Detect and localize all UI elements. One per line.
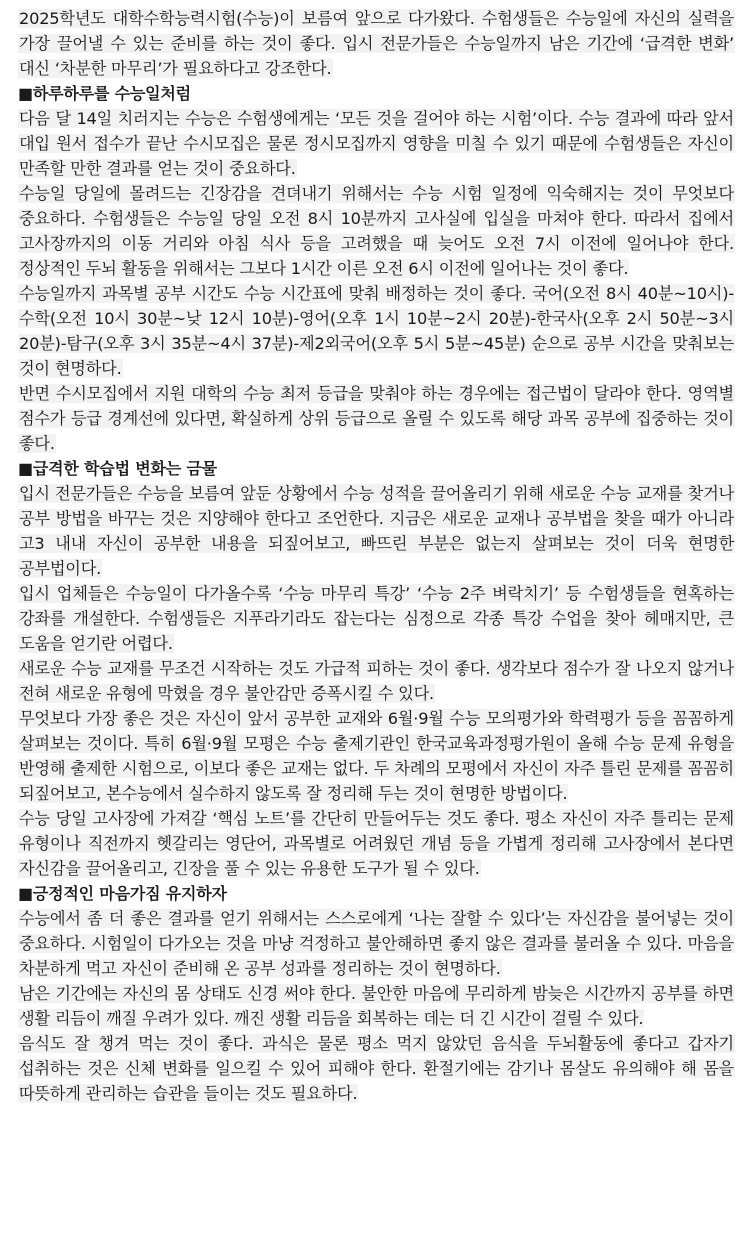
paragraph: 새로운 수능 교재를 무조건 시작하는 것도 가급적 피하는 것이 좋다. 생각보다 점수가 잘 나오지 않거나 전혀 새로운 유형에 막혔을 경우 불안감만 증폭시킬 수 있다. (19, 659, 734, 703)
paragraph: 수능일까지 과목별 공부 시간도 수능 시간표에 맞춰 배정하는 것이 좋다. 국어(오전 8시 40분~10시)-수학(오전 10시 30분~낮 12시 10분)-영어(오후 1시 10분~2시 20분)-한국사(오후 2시 50분~3시 20분)-탐구(오후 3시 35분~4시 37분)-제2외국어(오후 5시 5분~45분) 순으로 공부 시간을 맞춰보는 것이 현명하다. (19, 284, 734, 378)
paragraph: 수능 당일 고사장에 가져갈 ‘핵심 노트’를 간단히 만들어두는 것도 좋다. 평소 자신이 자주 틀리는 문제 유형이나 직전까지 헷갈리는 영단어, 과목별로 어려웠던 개념 등을 가볍게 정리해 고사장에서 본다면 자신감을 끌어올리고, 긴장을 풀 수 있는 유용한 도구가 될 수 있다. (19, 809, 734, 878)
paragraph: 다음 달 14일 치러지는 수능은 수험생에게는 ‘모든 것을 걸어야 하는 시험’이다. 수능 결과에 따라 앞서 대입 원서 접수가 끝난 수시모집은 물론 정시모집까지 영향을 미칠 수 있기 때문에 수험생들은 자신이 만족할 만한 결과를 얻는 것이 중요하다. (19, 109, 734, 178)
paragraph: 수능에서 좀 더 좋은 결과를 얻기 위해서는 스스로에게 ‘나는 잘할 수 있다’는 자신감을 불어넣는 것이 중요하다. 시험일이 다가오는 것을 마냥 걱정하고 불안해하면 좋지 않은 결과를 불러올 수 있다. 마음을 차분하게 먹고 자신이 준비해 온 공부 성과를 정리하는 것이 현명하다. (19, 909, 734, 978)
paragraph: 수능일 당일에 몰려드는 긴장감을 견뎌내기 위해서는 수능 시험 일정에 익숙해지는 것이 무엇보다 중요하다. 수험생들은 수능일 당일 오전 8시 10분까지 고사실에 입실을 마쳐야 한다. 따라서 집에서 고사장까지의 이동 거리와 아침 식사 등을 고려했을 때 늦어도 오전 7시 이전에 일어나야 한다. 정상적인 두뇌 활동을 위해서는 그보다 1시간 이른 오전 6시 이전에 일어나는 것이 좋다. (19, 184, 734, 278)
intro-paragraph: 2025학년도 대학수학능력시험(수능)이 보름여 앞으로 다가왔다. 수험생들은 수능일에 자신의 실력을 가장 끌어낼 수 있는 준비를 하는 것이 좋다. 입시 전문가들은 수능일까지 남은 기간에 ‘급격한 변화’ 대신 ‘차분한 마무리’가 필요하다고 강조한다. (19, 9, 734, 78)
paragraph: 입시 업체들은 수능일이 다가올수록 ‘수능 마무리 특강’ ‘수능 2주 벼락치기’ 등 수험생들을 현혹하는 강좌를 개설한다. 수험생들은 지푸라기라도 잡는다는 심정으로 각종 특강 수업을 찾아 헤매지만, 큰 도움을 얻기란 어렵다. (19, 584, 734, 653)
paragraph: 입시 전문가들은 수능을 보름여 앞둔 상황에서 수능 성적을 끌어올리기 위해 새로운 수능 교재를 찾거나 공부 방법을 바꾸는 것은 지양해야 한다고 조언한다. 지금은 새로운 교재나 공부법을 찾을 때가 아니라 고3 내내 자신이 공부한 내용을 되짚어보고, 빠뜨린 부분은 없는지 살펴보는 것이 더욱 현명한 공부법이다. (19, 484, 734, 578)
paragraph: 반면 수시모집에서 지원 대학의 수능 최저 등급을 맞춰야 하는 경우에는 접근법이 달라야 한다. 영역별 점수가 등급 경계선에 있다면, 확실하게 상위 등급으로 올릴 수 있도록 해당 과목 공부에 집중하는 것이 좋다. (19, 384, 734, 453)
section-heading-study-method: ■급격한 학습법 변화는 금물 (18, 456, 735, 481)
section-heading-daily-routine: ■하루하루를 수능일처럼 (18, 81, 735, 106)
paragraph: 남은 기간에는 자신의 몸 상태도 신경 써야 한다. 불안한 마음에 무리하게 밤늦은 시간까지 공부를 하면 생활 리듬이 깨질 우려가 있다. 깨진 생활 리듬을 회복하는 데는 더 긴 시간이 걸릴 수 있다. (19, 984, 734, 1028)
paragraph: 음식도 잘 챙겨 먹는 것이 좋다. 과식은 물론 평소 먹지 않았던 음식을 두뇌활동에 좋다고 갑자기 섭취하는 것은 신체 변화를 일으킬 수 있어 피해야 한다. 환절기에는 감기나 몸살도 유의해야 해 몸을 따뜻하게 관리하는 습관을 들이는 것도 필요하다. (19, 1034, 734, 1103)
section-heading-positive-mindset: ■긍정적인 마음가짐 유지하자 (18, 881, 735, 906)
paragraph: 무엇보다 가장 좋은 것은 자신이 앞서 공부한 교재와 6월·9월 수능 모의평가와 학력평가 등을 꼼꼼하게 살펴보는 것이다. 특히 6월·9월 모평은 수능 출제기관인 한국교육과정평가원이 올해 수능 문제 유형을 반영해 출제한 시험으로, 이보다 좋은 교재는 없다. 두 차례의 모평에서 자신이 자주 틀린 문제를 꼼꼼히 되짚어보고, 본수능에서 실수하지 않도록 잘 정리해 두는 것이 현명한 방법이다. (19, 709, 734, 803)
